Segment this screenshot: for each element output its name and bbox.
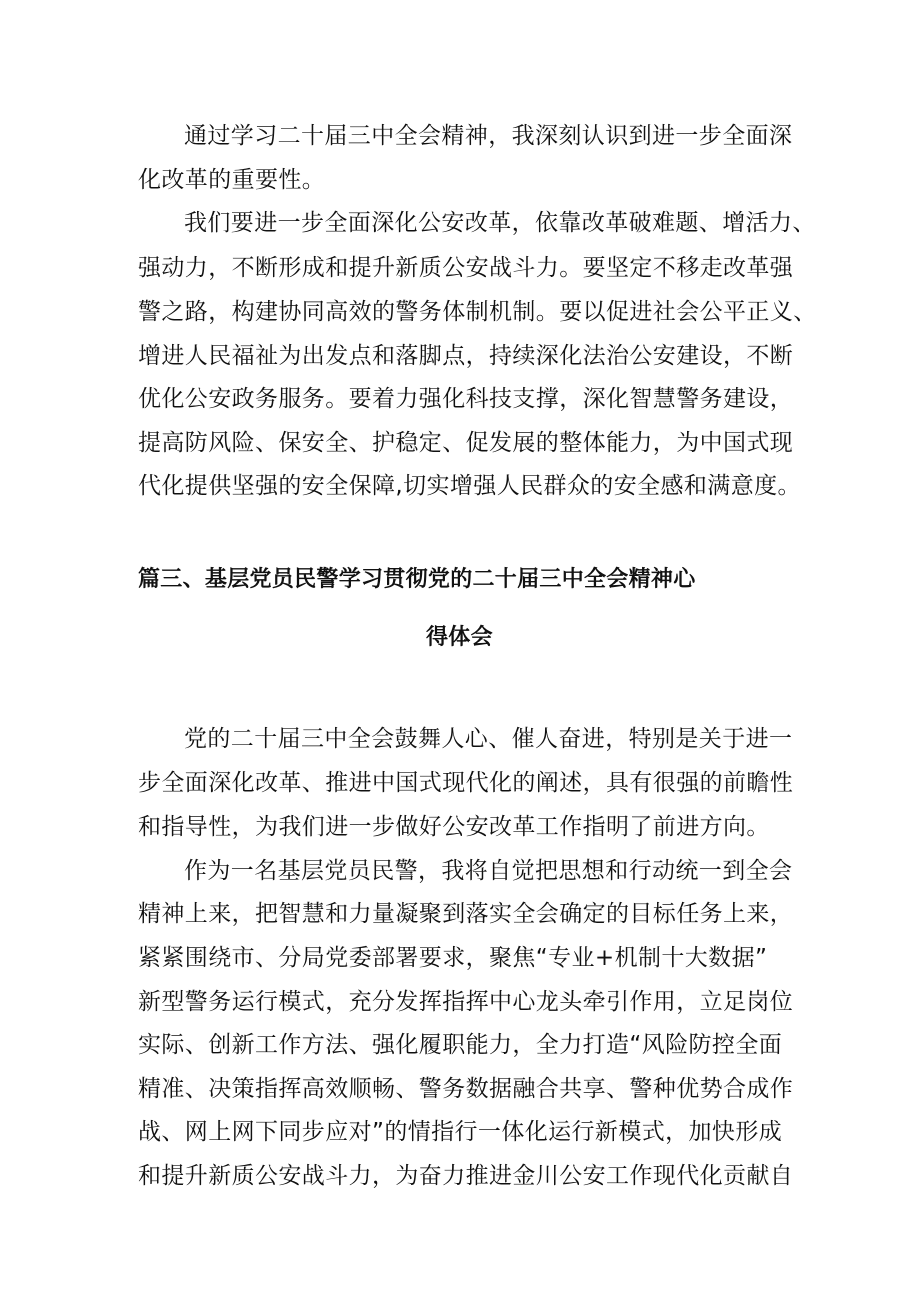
- paragraph-2-line-1: 我们要进一步全面深化公安改革，依靠改革破难题、增活力、: [184, 210, 816, 236]
- paragraph-4-line-7: 战、网上网下同步应对”的情指行一体化运行新模式，加快形成: [138, 1119, 783, 1145]
- paragraph-3-line-1: 党的二十届三中全会鼓舞人心、催人奋进，特别是关于进一: [184, 726, 793, 752]
- paragraph-2-line-2: 强动力，不断形成和提升新质公安战斗力。要坚定不移走改革强: [138, 255, 794, 281]
- paragraph-2-line-5: 优化公安政务服务。要着力强化科技支撑，深化智慧警务建设，: [138, 386, 794, 412]
- section-heading-line-2: 得体会: [426, 625, 493, 650]
- paragraph-4-line-4: 新型警务运行模式，充分发挥指挥中心龙头牵引作用，立足岗位: [138, 989, 794, 1015]
- paragraph-2-line-6: 提高防风险、保安全、护稳定、促发展的整体能力，为中国式现: [138, 430, 794, 456]
- paragraph-3-line-3: 和指导性，为我们进一步做好公安改革工作指明了前进方向。: [138, 814, 770, 840]
- paragraph-4-line-8: 和提升新质公安战斗力，为奋力推进金川公安工作现代化贡献自: [138, 1163, 794, 1189]
- paragraph-2-line-4: 增进人民福祉为出发点和落脚点，持续深化法治公安建设，不断: [138, 343, 794, 369]
- paragraph-2-line-7: 代化提供坚强的安全保障,切实增强人民群众的安全感和满意度。: [138, 473, 801, 499]
- paragraph-4-line-1: 作为一名基层党员民警，我将自觉把思想和行动统一到全会: [184, 858, 793, 884]
- paragraph-2-line-3: 警之路，构建协同高效的警务体制机制。要以促进社会公平正义、: [138, 299, 817, 325]
- paragraph-4-line-2: 精神上来，把智慧和力量凝聚到落实全会确定的目标任务上来，: [138, 901, 794, 927]
- paragraph-4-line-5: 实际、创新工作方法、强化履职能力，全力打造“风险防控全面: [138, 1032, 783, 1058]
- paragraph-4-line-6: 精准、决策指挥高效顺畅、警务数据融合共享、警种优势合成作: [138, 1076, 794, 1102]
- paragraph-1-line-1: 通过学习二十届三中全会精神，我深刻认识到进一步全面深: [184, 123, 793, 149]
- paragraph-3-line-2: 步全面深化改革、推进中国式现代化的阐述，具有很强的前瞻性: [138, 770, 794, 796]
- paragraph-1-line-2: 化改革的重要性。: [138, 167, 326, 193]
- paragraph-4-line-3: 紧紧围绕市、分局党委部署要求，聚焦“专业+机制十大数据”: [138, 945, 768, 971]
- section-heading-line-1: 篇三、基层党员民警学习贯彻党的二十届三中全会精神心: [138, 567, 696, 592]
